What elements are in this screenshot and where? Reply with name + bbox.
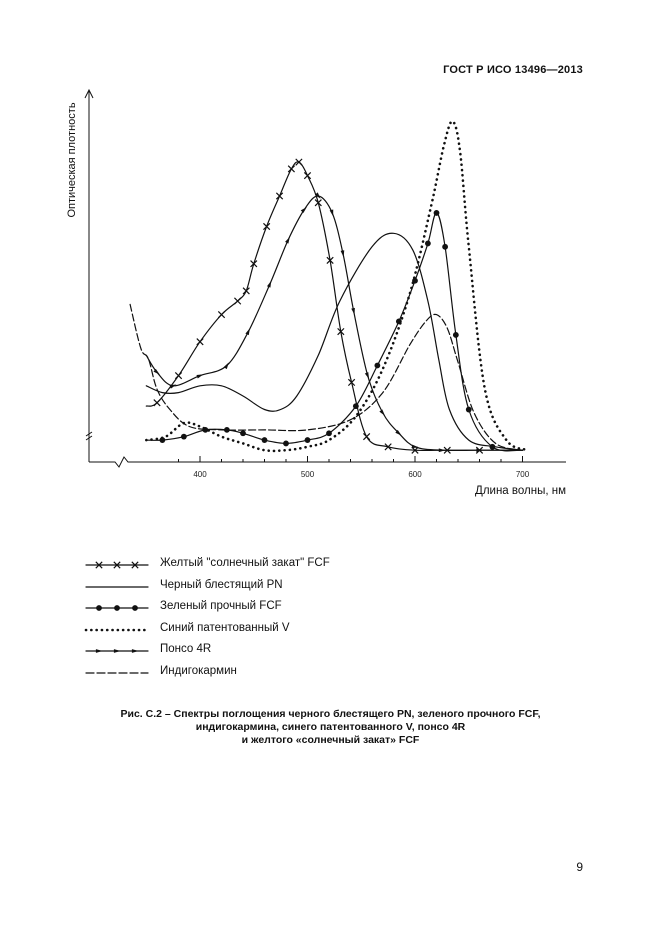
data-point-marker — [476, 448, 483, 452]
legend-label: Желтый "солнечный закат" FCF — [160, 557, 330, 569]
series-line — [146, 162, 522, 451]
data-point-marker — [285, 237, 290, 244]
data-point-marker — [243, 288, 249, 294]
legend-marker — [96, 605, 102, 611]
caption-line: индигокармина, синего патентованного V, понсо 4R — [195, 721, 466, 733]
data-point-marker — [374, 363, 380, 369]
x-tick-label: 700 — [515, 470, 530, 479]
data-point-marker — [425, 241, 431, 247]
data-point-marker — [197, 339, 203, 345]
data-point-marker — [234, 298, 240, 304]
data-point-marker — [262, 437, 268, 443]
x-axis-line — [89, 457, 566, 467]
x-tick-label: 500 — [300, 470, 315, 479]
series-line — [130, 304, 522, 450]
legend-marker — [96, 650, 103, 654]
data-point-marker — [267, 281, 271, 288]
series-5 — [146, 192, 522, 452]
legend-marker — [114, 650, 121, 654]
data-point-marker — [154, 400, 160, 406]
series-6 — [130, 304, 522, 450]
legend-label: Индигокармин — [160, 664, 237, 677]
legend-symbol-solid — [84, 578, 156, 596]
data-point-marker — [276, 193, 282, 199]
data-point-marker — [170, 385, 177, 389]
series-line — [146, 196, 522, 451]
chart-axes — [85, 90, 566, 467]
data-point-marker — [379, 409, 385, 415]
data-point-marker — [353, 403, 359, 409]
data-point-marker — [490, 444, 496, 450]
x-tick-label: 400 — [193, 470, 207, 479]
series-2 — [146, 233, 522, 450]
caption-line: Рис. С.2 – Спектры поглощения черного блестящего PN, зеленого прочного FCF, — [120, 708, 541, 720]
chart-labels — [66, 102, 566, 497]
legend-marker — [114, 605, 120, 611]
y-axis-label: Оптическая плотность — [66, 102, 78, 218]
data-point-marker — [305, 437, 311, 443]
data-point-marker — [301, 207, 307, 213]
data-point-marker — [341, 250, 345, 257]
data-point-marker — [181, 434, 187, 440]
data-point-marker — [196, 374, 203, 378]
legend-label: Черный блестящий PN — [160, 578, 283, 591]
legend-marker — [132, 605, 138, 611]
x-tick-label: 600 — [408, 470, 422, 479]
data-point-marker — [434, 210, 440, 216]
data-point-marker — [245, 328, 249, 335]
legend-marker — [132, 650, 139, 654]
data-point-marker — [439, 448, 446, 452]
legend-label: Синий патентованный V — [160, 621, 290, 634]
series-4 — [146, 121, 528, 451]
x-axis-label: Длина волны, нм — [475, 485, 566, 497]
data-point-marker — [365, 372, 369, 379]
data-point-marker — [326, 430, 332, 436]
legend-symbol-arrow — [84, 642, 156, 660]
document-header: ГОСТ Р ИСО 13496—2013 — [443, 64, 583, 76]
data-point-marker — [288, 166, 294, 172]
caption-line: и желтого «солнечный закат» FCF — [241, 734, 420, 746]
data-point-marker — [466, 407, 472, 413]
data-point-marker — [175, 372, 181, 378]
chart-series — [130, 121, 528, 453]
legend-symbol-dot — [84, 599, 156, 617]
data-point-marker — [453, 332, 459, 338]
legend-label: Зеленый прочный FCF — [160, 600, 282, 613]
series-3 — [146, 210, 522, 451]
series-line — [146, 233, 522, 450]
data-point-marker — [240, 430, 246, 436]
data-point-marker — [351, 308, 355, 315]
page-number: 9 — [576, 860, 583, 874]
series-line — [146, 121, 528, 451]
data-point-marker — [330, 209, 334, 216]
legend-symbol-cross — [84, 556, 156, 574]
legend-symbol-dotted — [84, 621, 156, 639]
legend-label: Понсо 4R — [160, 643, 212, 656]
figure-caption — [0, 708, 661, 747]
legend-symbol-dashed — [84, 664, 156, 682]
series-line — [146, 213, 522, 451]
data-point-marker — [363, 433, 369, 439]
data-point-marker — [263, 223, 269, 229]
data-point-marker — [283, 441, 289, 447]
data-point-marker — [442, 244, 448, 250]
data-point-marker — [251, 261, 257, 267]
data-point-marker — [304, 172, 310, 178]
data-point-marker — [218, 311, 224, 317]
